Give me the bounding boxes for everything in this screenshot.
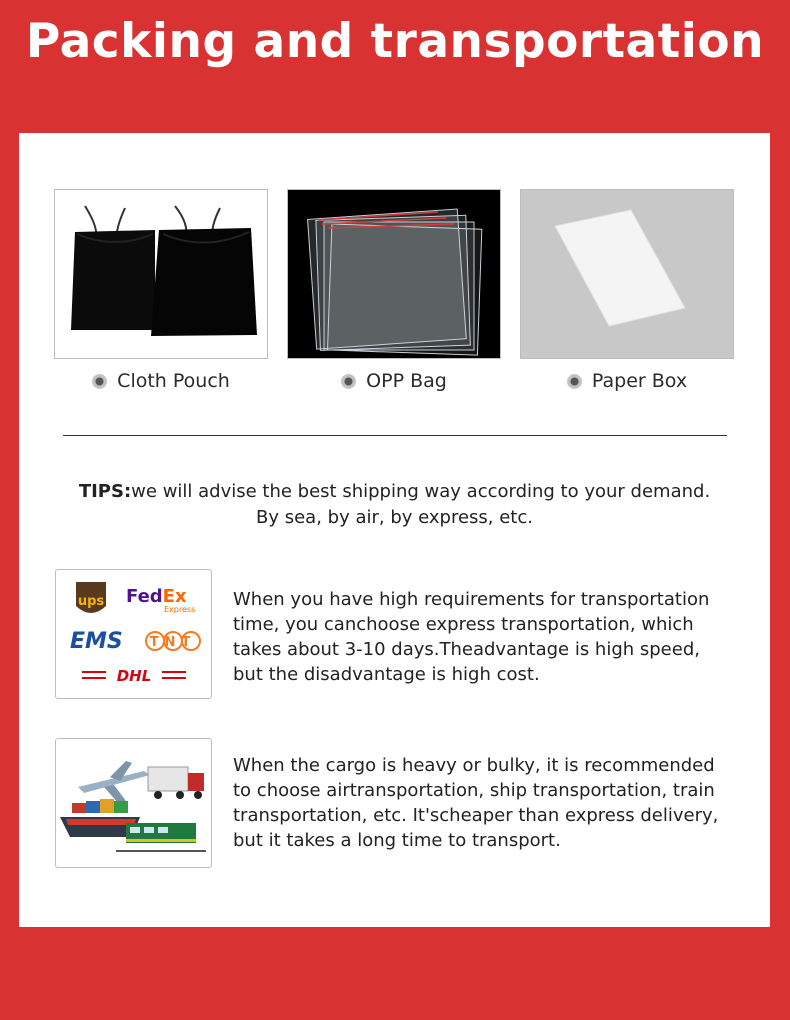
freight-transport-image bbox=[55, 738, 212, 868]
tips-label: TIPS: bbox=[78, 481, 132, 502]
svg-text:FedEx bbox=[126, 586, 187, 607]
divider bbox=[63, 435, 727, 436]
packaging-label: OPP Bag bbox=[366, 370, 447, 392]
page-title: Packing and transportation bbox=[25, 14, 765, 69]
packaging-item-paper-box bbox=[520, 189, 734, 392]
freight-description: When the cargo is heavy or bulky, it is recommended to choose airtransportation, ship transportation, train transportation, etc. It'scheaper than express delivery, but it takes a long time to transport. bbox=[233, 755, 719, 851]
packaging-label: Cloth Pouch bbox=[117, 370, 230, 392]
tips-block bbox=[19, 479, 770, 531]
express-description: When you have high requirements for transportation time, you canchoose express transportation, which takes about 3-10 days.Theadvantage is high speed, but the disadvantage is high cost. bbox=[233, 589, 710, 685]
tips-line-2: By sea, by air, by express, etc. bbox=[256, 507, 533, 528]
packaging-item-opp-bag bbox=[287, 189, 501, 392]
paper-box-image bbox=[520, 189, 734, 359]
dhl-logo-text: DHL bbox=[116, 667, 152, 685]
fedex-fed-text: Fed bbox=[126, 586, 163, 607]
tnt-logo-text: TNT bbox=[149, 635, 197, 650]
opp-bag-image bbox=[287, 189, 501, 359]
packaging-item-cloth-pouch bbox=[54, 189, 268, 392]
bullet-icon bbox=[567, 374, 582, 389]
ems-logo-text: EMS bbox=[70, 629, 123, 654]
packaging-label: Paper Box bbox=[591, 370, 688, 392]
ups-logo-text: ups bbox=[77, 594, 105, 609]
bullet-icon bbox=[341, 374, 356, 389]
express-logos-image bbox=[55, 569, 212, 699]
bullet-icon bbox=[92, 374, 107, 389]
fedex-ex-text: Ex bbox=[162, 586, 187, 607]
cloth-pouch-image bbox=[54, 189, 268, 359]
content-card bbox=[19, 133, 770, 927]
tips-line-1: we will advise the best shipping way according to your demand. bbox=[131, 481, 711, 502]
fedex-express-text: Express bbox=[164, 605, 196, 614]
